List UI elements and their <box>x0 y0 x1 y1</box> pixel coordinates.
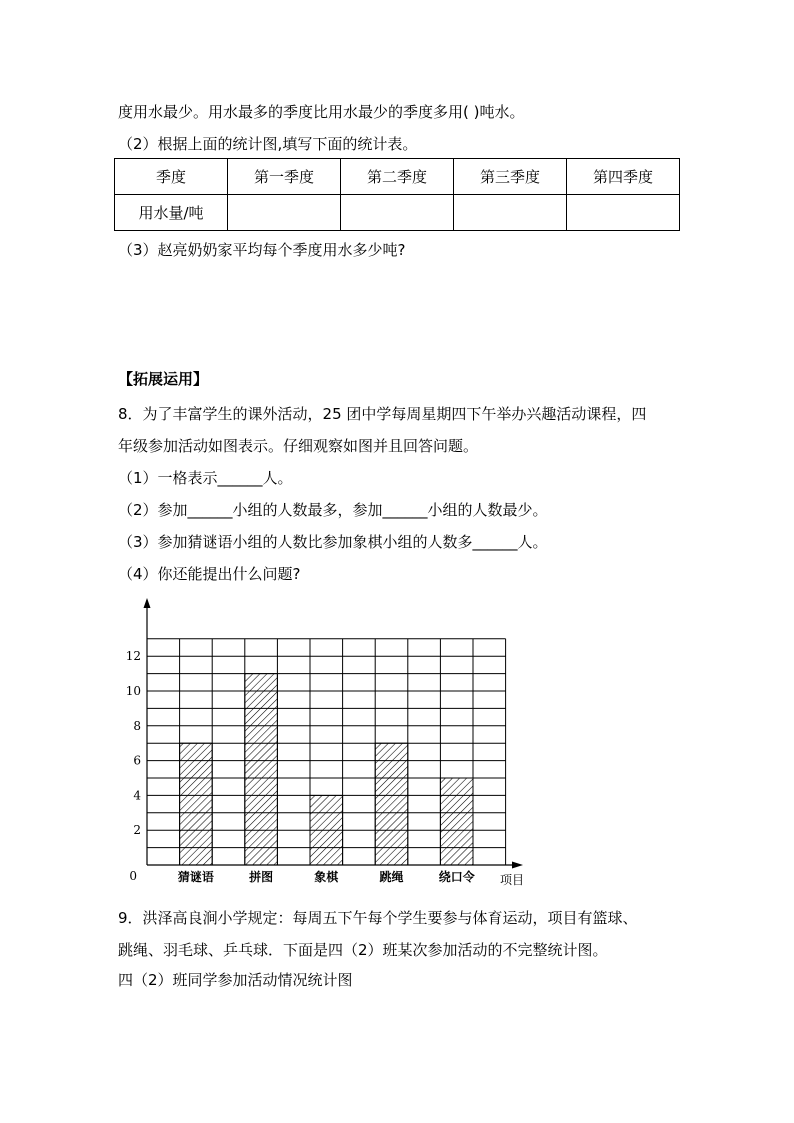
table-header-cell: 第二季度 <box>341 159 454 195</box>
y-tick-label: 12 <box>125 649 141 664</box>
x-axis-label: 项目 <box>500 873 525 887</box>
bar-chart <box>115 592 535 892</box>
x-tick-label: 跳绳 <box>379 870 404 884</box>
text-line-2: （2）根据上面的统计图,填写下面的统计表。 <box>118 135 418 153</box>
text-line-9: （3）参加猜谜语小组的人数比参加象棋小组的人数多______人。 <box>118 533 548 551</box>
y-tick-label: 8 <box>133 718 141 733</box>
table-header-row <box>115 159 680 195</box>
text-line-5: 8．为了丰富学生的课外活动，25 团中学每周星期四下午举办兴趣活动课程，四 <box>118 405 647 423</box>
table-header-cell: 季度 <box>115 159 228 195</box>
y-tick-label: 4 <box>133 788 141 803</box>
text-line-11: 9．洪泽高良涧小学规定：每周五下午每个学生要参与体育运动，项目有篮球、 <box>118 909 638 927</box>
x-axis-arrow <box>512 862 523 869</box>
table-header-cell: 第四季度 <box>567 159 680 195</box>
bar <box>440 778 473 865</box>
x-tick-label: 象棋 <box>314 870 339 884</box>
table-row <box>115 195 680 231</box>
text-line-8: （2）参加______小组的人数最多，参加______小组的人数最少。 <box>118 501 548 519</box>
table-row-label: 用水量/吨 <box>115 195 228 231</box>
x-tick-label: 猜谜语 <box>177 870 214 884</box>
table-header-cell: 第三季度 <box>454 159 567 195</box>
y-axis-arrow <box>144 598 151 608</box>
x-tick-label: 绕口令 <box>438 870 475 884</box>
text-line-1: 度用水最少。用水最多的季度比用水最少的季度多用( )吨水。 <box>118 103 525 121</box>
text-line-3: （3）赵亮奶奶家平均每个季度用水多少吨? <box>118 241 406 259</box>
text-line-12: 跳绳、羽毛球、乒乓球．下面是四（2）班某次参加活动的不完整统计图。 <box>118 941 608 959</box>
text-line-13: 四（2）班同学参加活动情况统计图 <box>118 971 353 989</box>
y-tick-label: 2 <box>133 823 141 838</box>
bar <box>375 743 408 865</box>
table-blank-cell <box>341 195 454 231</box>
bar <box>245 674 278 865</box>
text-line-7: （1）一格表示______人。 <box>118 469 293 487</box>
y-tick-label: 6 <box>133 753 141 768</box>
origin-label: 0 <box>129 869 137 883</box>
y-tick-label: 10 <box>125 684 141 698</box>
table-header-cell: 第一季度 <box>228 159 341 195</box>
text-line-10: （4）你还能提出什么问题? <box>118 565 301 583</box>
table-blank-cell <box>454 195 567 231</box>
section-heading: 【拓展运用】 <box>118 370 209 388</box>
table-blank-cell <box>567 195 680 231</box>
table-blank-cell <box>228 195 341 231</box>
x-tick-label: 拼图 <box>249 870 274 884</box>
statistics-table <box>114 158 680 231</box>
text-line-6: 年级参加活动如图表示。仔细观察如图并且回答问题。 <box>118 437 479 455</box>
bar <box>180 743 213 865</box>
